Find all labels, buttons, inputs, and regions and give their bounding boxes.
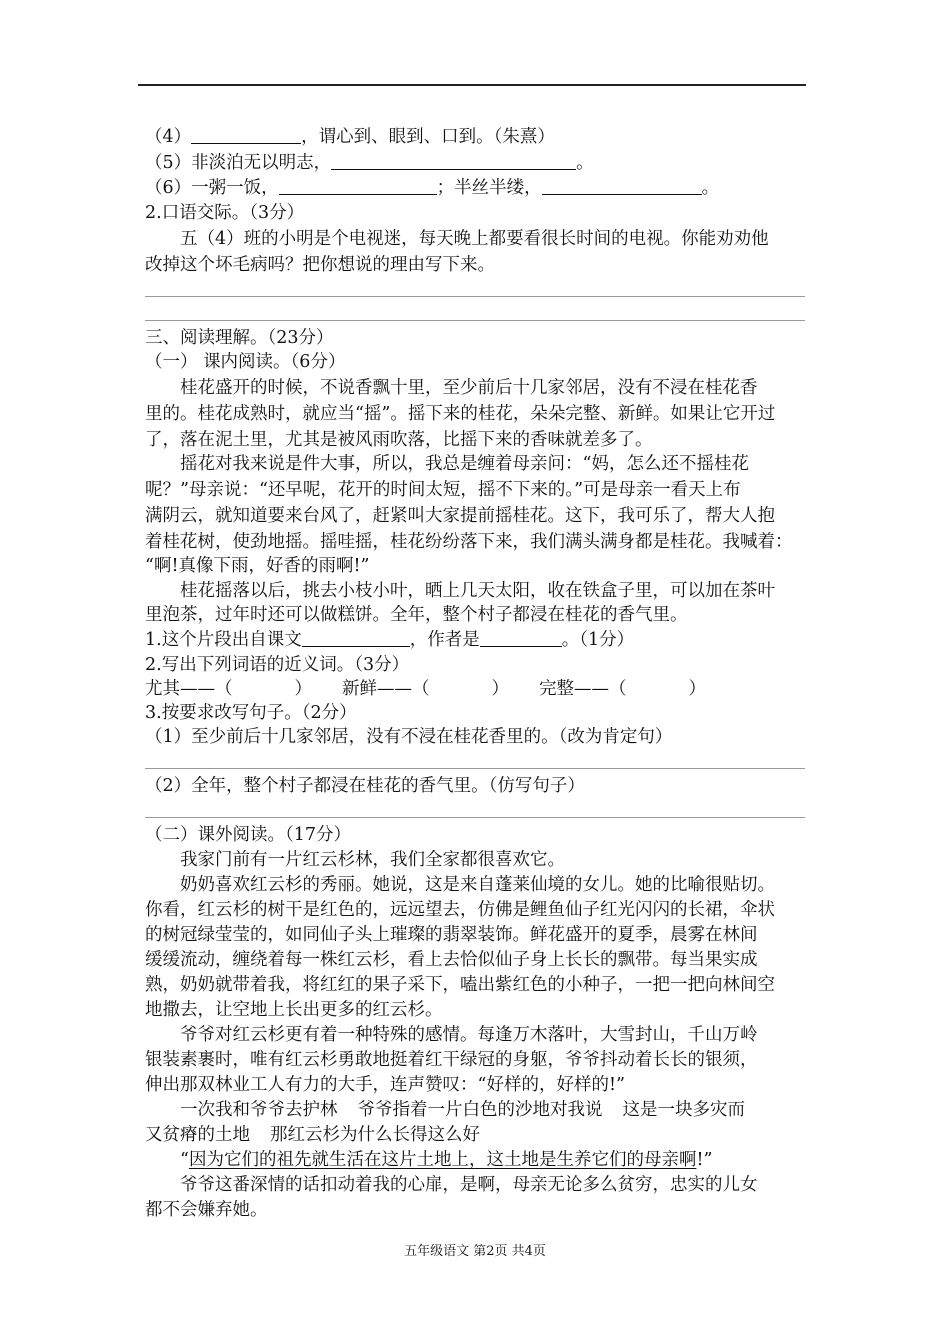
oral-title: 2.口语交际。（3分） (145, 203, 305, 223)
question-2-title: 2.写出下列词语的近义词。（3分） (145, 655, 410, 675)
punctuation-question-line: 又贫瘠的土地 那红云杉为什么长得这么好 (145, 1125, 480, 1145)
question-1: 1.这个片段出自课文 ，作者是 。（1分） (145, 630, 635, 650)
passage-line: 爷爷这番深情的话扣动着我的心扉，是啊，母亲无论多么贫穷，忠实的儿女 (180, 1175, 758, 1195)
question-2-words: 尤其——（ ） 新鲜——（ ） 完整——（ ） (145, 679, 706, 699)
answer-line[interactable] (145, 296, 805, 297)
passage-line: 满阴云，就知道要来台风了，赶紧叫大家提前摇桂花。这下，我可乐了，帮大人抱 (145, 506, 775, 526)
punctuation-question-line: 一次我和爷爷去护林 爷爷指着一片白色的沙地对我说 这是一块多灾而 (180, 1100, 745, 1120)
passage-line: 摇花对我来说是件大事，所以，我总是缠着母亲问：“妈，怎么还不摇桂花 (180, 454, 749, 474)
passage-line: 桂花盛开的时候，不说香飘十里，至少前后十几家邻居，没有不浸在桂花香 (180, 378, 758, 398)
oral-text-line: 改掉这个坏毛病吗？把你想说的理由写下来。 (145, 255, 495, 275)
question-3-2: （2）全年，整个村子都浸在桂花的香气里。（仿写句子） (145, 776, 585, 796)
passage-line: “啊!真像下雨，好香的雨啊!” (145, 556, 370, 576)
part1-title: （一） 课内阅读。（6分） (145, 352, 346, 372)
answer-line[interactable] (145, 320, 805, 321)
question-6: （6）一粥一饭， ；半丝半缕， 。 (145, 178, 720, 198)
passage-line: 我家门前有一片红云杉林，我们全家都很喜欢它。 (180, 850, 565, 870)
answer-blank[interactable] (302, 628, 410, 647)
passage-line: 伸出那双林业工人有力的大手，连声赞叹：“好样的，好样的!” (145, 1075, 625, 1095)
passage-line: 着桂花树，使劲地摇。摇哇摇，桂花纷纷落下来，我们满头满身都是桂花。我喊着： (145, 532, 793, 552)
answer-blank[interactable] (191, 125, 301, 144)
answer-blank[interactable] (542, 176, 702, 195)
underlined-quote-line: “因为它们的祖先就生活在这片土地上，这土地是生养它们的母亲啊!” (180, 1150, 713, 1170)
answer-line[interactable] (145, 817, 805, 818)
passage-line: 都不会嫌弃她。 (145, 1200, 268, 1220)
passage-line: 了，落在泥土里，尤其是被风雨吹落，比摇下来的香味就差多了。 (145, 430, 653, 450)
passage-line: 的树冠绿莹莹的，如同仙子头上璀璨的翡翠装饰。鲜花盛开的夏季，晨雾在林间 (145, 925, 758, 945)
section-title: 三、阅读理解。（23分） (145, 328, 334, 348)
passage-line: 熟，奶奶就带着我，将红红的果子采下，嗑出紫红色的小种子，一把一把向林间空 (145, 975, 775, 995)
passage-line: 地撒去，让空地上长出更多的红云杉。 (145, 1000, 443, 1020)
oral-text-line: 五（4）班的小明是个电视迷，每天晚上都要看很长时间的电视。你能劝劝他 (180, 229, 769, 249)
passage-line: 奶奶喜欢红云杉的秀丽。她说，这是来自蓬莱仙境的女儿。她的比喻很贴切。 (180, 875, 775, 895)
part2-title: （二）课外阅读。（17分） (145, 825, 352, 845)
question-3-title: 3.按要求改写句子。（2分） (145, 703, 357, 723)
passage-line: 缓缓流动，缠绕着每一株红云杉，看上去恰似仙子身上长长的飘带。每当果实成 (145, 950, 758, 970)
answer-blank[interactable] (331, 151, 576, 170)
question-3-1: （1）至少前后十几家邻居，没有不浸在桂花香里的。（改为肯定句） (145, 727, 673, 747)
passage-line: 银装素裹时，唯有红云杉勇敢地挺着红干绿冠的身躯，爷爷抖动着长长的银须， (145, 1050, 758, 1070)
passage-line: 里的。桂花成熟时，就应当“摇”。摇下来的桂花，朵朵完整、新鲜。如果让它开过 (145, 404, 776, 424)
question-5: （5）非淡泊无以明志， 。 (145, 153, 594, 173)
passage-line: 爷爷对红云杉更有着一种特殊的感情。每逢万木落叶，大雪封山，千山万岭 (180, 1025, 758, 1045)
passage-line: 里泡茶，过年时还可以做糕饼。全年，整个村子都浸在桂花的香气里。 (145, 605, 688, 625)
passage-line: 你看，红云杉的树干是红色的，远远望去，仿佛是鲤鱼仙子红光闪闪的长裙，伞状 (145, 900, 775, 920)
passage-line: 桂花摇落以后，挑去小枝小叶，晒上几天太阳，收在铁盒子里，可以加在茶叶 (180, 581, 775, 601)
question-4: （4） ，谓心到、眼到、口到。（朱熹） (145, 127, 555, 147)
passage-line: 呢？”母亲说：“还早呢，花开的时间太短，摇不下来的。”可是母亲一看天上布 (145, 480, 741, 500)
answer-blank[interactable] (480, 628, 562, 647)
underlined-sentence: 因为它们的祖先就生活在这片土地上，这土地是生养它们的母亲啊 (188, 1150, 697, 1170)
answer-blank[interactable] (279, 176, 437, 195)
header-rule (138, 84, 806, 86)
answer-line[interactable] (145, 768, 805, 769)
page-footer: 五年级语文 第2页 共4页 (404, 1244, 546, 1259)
